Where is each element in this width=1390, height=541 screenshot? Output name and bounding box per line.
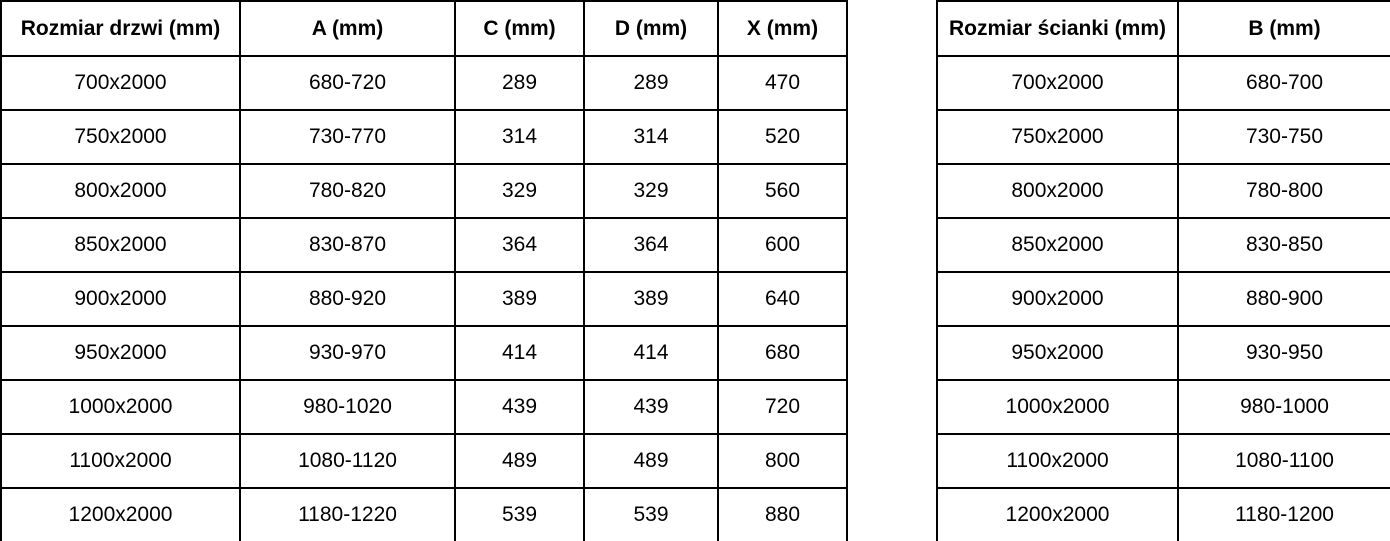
table-row: [937, 326, 1390, 380]
table-cell: 780-820: [240, 164, 455, 218]
table-cell: 414: [455, 326, 584, 380]
table-cell: 1080-1120: [240, 434, 455, 488]
table-cell: 950x2000: [1, 326, 240, 380]
wall-size-table: [936, 0, 1390, 541]
table-row: [1, 110, 847, 164]
table-cell: 364: [455, 218, 584, 272]
table-cell: 520: [718, 110, 847, 164]
table-cell: 389: [584, 272, 718, 326]
table-cell: 314: [455, 110, 584, 164]
table-cell: 830-870: [240, 218, 455, 272]
table-cell: 800x2000: [937, 164, 1178, 218]
table-cell: 930-950: [1178, 326, 1390, 380]
table-row: [1, 164, 847, 218]
column-header-d: D (mm): [584, 1, 718, 56]
table-row: [937, 56, 1390, 110]
table-cell: 1200x2000: [1, 488, 240, 541]
table-row: [1, 56, 847, 110]
table-cell: 1100x2000: [937, 434, 1178, 488]
table-cell: 329: [584, 164, 718, 218]
table-cell: 329: [455, 164, 584, 218]
table-row: [937, 164, 1390, 218]
table-cell: 489: [584, 434, 718, 488]
table-cell: 414: [584, 326, 718, 380]
table-cell: 1000x2000: [1, 380, 240, 434]
table-cell: 830-850: [1178, 218, 1390, 272]
table-cell: 1200x2000: [937, 488, 1178, 541]
table-cell: 1100x2000: [1, 434, 240, 488]
column-header-x: X (mm): [718, 1, 847, 56]
table-cell: 880-920: [240, 272, 455, 326]
table-row: [1, 218, 847, 272]
table-cell: 980-1000: [1178, 380, 1390, 434]
table-cell: 880: [718, 488, 847, 541]
table-row: [937, 110, 1390, 164]
table-cell: 930-970: [240, 326, 455, 380]
table-cell: 600: [718, 218, 847, 272]
wall-table-header-row: [937, 1, 1390, 56]
table-cell: 730-750: [1178, 110, 1390, 164]
table-cell: 980-1020: [240, 380, 455, 434]
column-header-door-size: Rozmiar drzwi (mm): [1, 1, 240, 56]
table-cell: 1180-1220: [240, 488, 455, 541]
table-row: [1, 434, 847, 488]
table-row: [937, 488, 1390, 541]
table-cell: 1080-1100: [1178, 434, 1390, 488]
table-cell: 680: [718, 326, 847, 380]
table-cell: 539: [584, 488, 718, 541]
table-cell: 750x2000: [937, 110, 1178, 164]
table-row: [937, 380, 1390, 434]
table-cell: 289: [584, 56, 718, 110]
table-cell: 700x2000: [937, 56, 1178, 110]
table-cell: 560: [718, 164, 847, 218]
table-cell: 700x2000: [1, 56, 240, 110]
table-cell: 720: [718, 380, 847, 434]
table-cell: 289: [455, 56, 584, 110]
table-cell: 439: [455, 380, 584, 434]
table-cell: 880-900: [1178, 272, 1390, 326]
table-cell: 850x2000: [937, 218, 1178, 272]
table-row: [937, 272, 1390, 326]
table-cell: 950x2000: [937, 326, 1178, 380]
table-row: [937, 218, 1390, 272]
table-cell: 1180-1200: [1178, 488, 1390, 541]
table-cell: 900x2000: [1, 272, 240, 326]
table-row: [1, 326, 847, 380]
table-cell: 389: [455, 272, 584, 326]
table-cell: 750x2000: [1, 110, 240, 164]
column-header-wall-size: Rozmiar ścianki (mm): [937, 1, 1178, 56]
table-cell: 1000x2000: [937, 380, 1178, 434]
column-header-c: C (mm): [455, 1, 584, 56]
table-cell: 640: [718, 272, 847, 326]
table-cell: 314: [584, 110, 718, 164]
table-cell: 489: [455, 434, 584, 488]
table-cell: 780-800: [1178, 164, 1390, 218]
table-cell: 470: [718, 56, 847, 110]
table-cell: 800: [718, 434, 847, 488]
table-cell: 730-770: [240, 110, 455, 164]
table-cell: 680-700: [1178, 56, 1390, 110]
table-cell: 539: [455, 488, 584, 541]
table-row: [1, 488, 847, 541]
table-cell: 439: [584, 380, 718, 434]
table-cell: 900x2000: [937, 272, 1178, 326]
column-header-a: A (mm): [240, 1, 455, 56]
table-cell: 364: [584, 218, 718, 272]
door-table-header-row: [1, 1, 847, 56]
table-row: [1, 380, 847, 434]
table-row: [1, 272, 847, 326]
table-cell: 680-720: [240, 56, 455, 110]
table-row: [937, 434, 1390, 488]
column-header-b: B (mm): [1178, 1, 1390, 56]
table-cell: 850x2000: [1, 218, 240, 272]
table-cell: 800x2000: [1, 164, 240, 218]
